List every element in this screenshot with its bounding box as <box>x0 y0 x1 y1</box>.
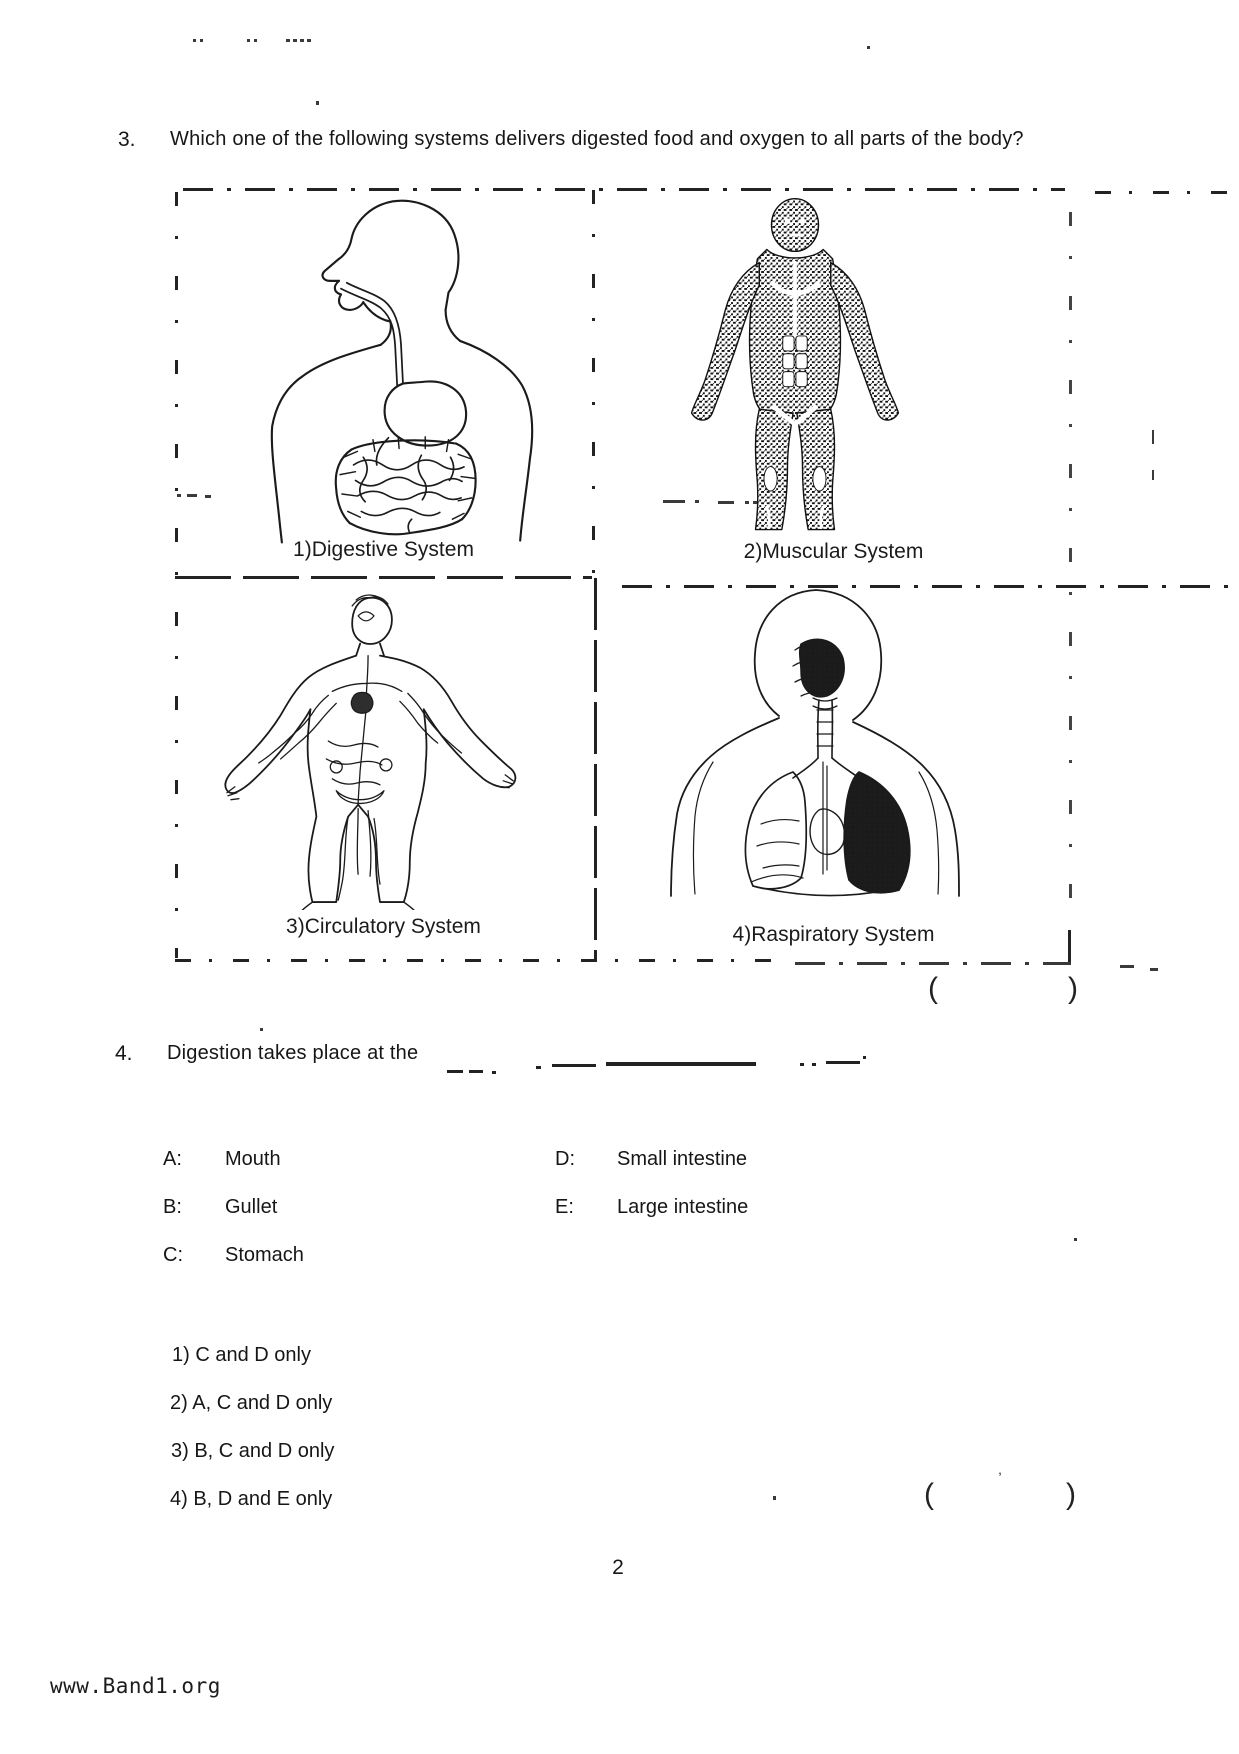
option-B <box>163 1196 493 1219</box>
close-paren: ) <box>1068 972 1078 1005</box>
respiratory-system-figure <box>650 586 1002 906</box>
option-A-text: Mouth <box>225 1148 281 1170</box>
figure-panel-muscular <box>592 188 1075 576</box>
option-C-text: Stomach <box>225 1244 304 1266</box>
scan-noise <box>200 39 203 42</box>
answer-blank-line <box>800 1063 804 1066</box>
page-number: 2 <box>612 1556 624 1579</box>
scan-noise <box>260 1028 263 1031</box>
figure-panel-digestive <box>175 188 592 576</box>
answer-blank-line <box>536 1066 541 1069</box>
option-E <box>555 1196 915 1219</box>
scan-noise <box>1074 1238 1077 1241</box>
scan-noise <box>193 39 196 42</box>
close-paren: ) <box>1066 1478 1076 1511</box>
question-3-number: 3. <box>118 128 136 151</box>
answer-blank-line <box>552 1064 596 1067</box>
footer-url: www.Band1.org <box>50 1674 221 1698</box>
figure-panel-circulatory <box>175 578 592 959</box>
question-4-answer-slot <box>924 1470 1076 1512</box>
answer-blank-line <box>863 1056 866 1059</box>
question-3-answer-slot <box>928 972 1078 1006</box>
open-paren: ( <box>928 972 938 1005</box>
scan-noise <box>293 39 297 42</box>
scan-noise: ʼ <box>998 1470 1002 1486</box>
circulatory-system-figure <box>203 592 553 910</box>
question-3-text: Which one of the following systems delivers digested food and oxygen to all parts of the body? <box>170 128 1024 150</box>
option-C <box>163 1244 493 1267</box>
grid-border-bottom-right <box>795 962 1071 965</box>
option-D-text: Small intestine <box>617 1148 748 1170</box>
figure-panel-respiratory <box>592 578 1075 959</box>
scan-noise <box>1152 470 1154 480</box>
figure-label-respiratory: 4)Raspiratory System <box>732 923 935 946</box>
option-A-letter: A: <box>163 1148 182 1170</box>
choice-1: 1) C and D only <box>172 1344 311 1366</box>
figure-label-digestive: 1)Digestive System <box>293 538 474 561</box>
scan-noise <box>300 39 304 42</box>
option-B-letter: B: <box>163 1196 182 1218</box>
question-3 <box>118 128 1118 152</box>
answer-blank-line <box>469 1070 483 1073</box>
scan-noise <box>1150 968 1158 971</box>
choice-2: 2) A, C and D only <box>170 1392 333 1414</box>
scan-noise <box>254 39 257 42</box>
answer-blank-line <box>606 1062 756 1066</box>
answer-blank-line <box>447 1070 463 1073</box>
scan-noise <box>247 39 250 42</box>
option-D <box>555 1148 915 1171</box>
scan-noise <box>307 39 311 42</box>
question-4-number: 4. <box>115 1042 133 1065</box>
answer-blank-line <box>826 1061 860 1064</box>
grid-border-bottom <box>175 959 775 962</box>
scan-noise <box>867 46 870 49</box>
answer-blank-line <box>492 1071 496 1074</box>
figure-label-muscular: 2)Muscular System <box>743 540 924 563</box>
figure-label-circulatory: 3)Circulatory System <box>286 915 481 938</box>
scan-noise <box>773 1496 776 1500</box>
question-4-text: Digestion takes place at the <box>167 1042 419 1064</box>
option-D-letter: D: <box>555 1148 575 1170</box>
grid-border-top-stray <box>1095 191 1239 194</box>
option-C-letter: C: <box>163 1244 183 1266</box>
scan-noise <box>1120 965 1134 968</box>
answer-blank-line <box>812 1063 816 1066</box>
option-A <box>163 1148 493 1171</box>
open-paren: ( <box>924 1478 934 1511</box>
scan-noise <box>316 101 319 105</box>
body-systems-figure-grid <box>175 188 1072 962</box>
digestive-system-figure <box>247 194 557 546</box>
choice-4: 4) B, D and E only <box>170 1488 333 1510</box>
option-E-letter: E: <box>555 1196 574 1218</box>
scan-noise <box>1152 430 1154 444</box>
choice-3: 3) B, C and D only <box>171 1440 335 1462</box>
option-E-text: Large intestine <box>617 1196 749 1218</box>
muscular-system-figure <box>654 190 936 542</box>
option-B-text: Gullet <box>225 1196 278 1218</box>
scan-noise <box>286 39 290 42</box>
